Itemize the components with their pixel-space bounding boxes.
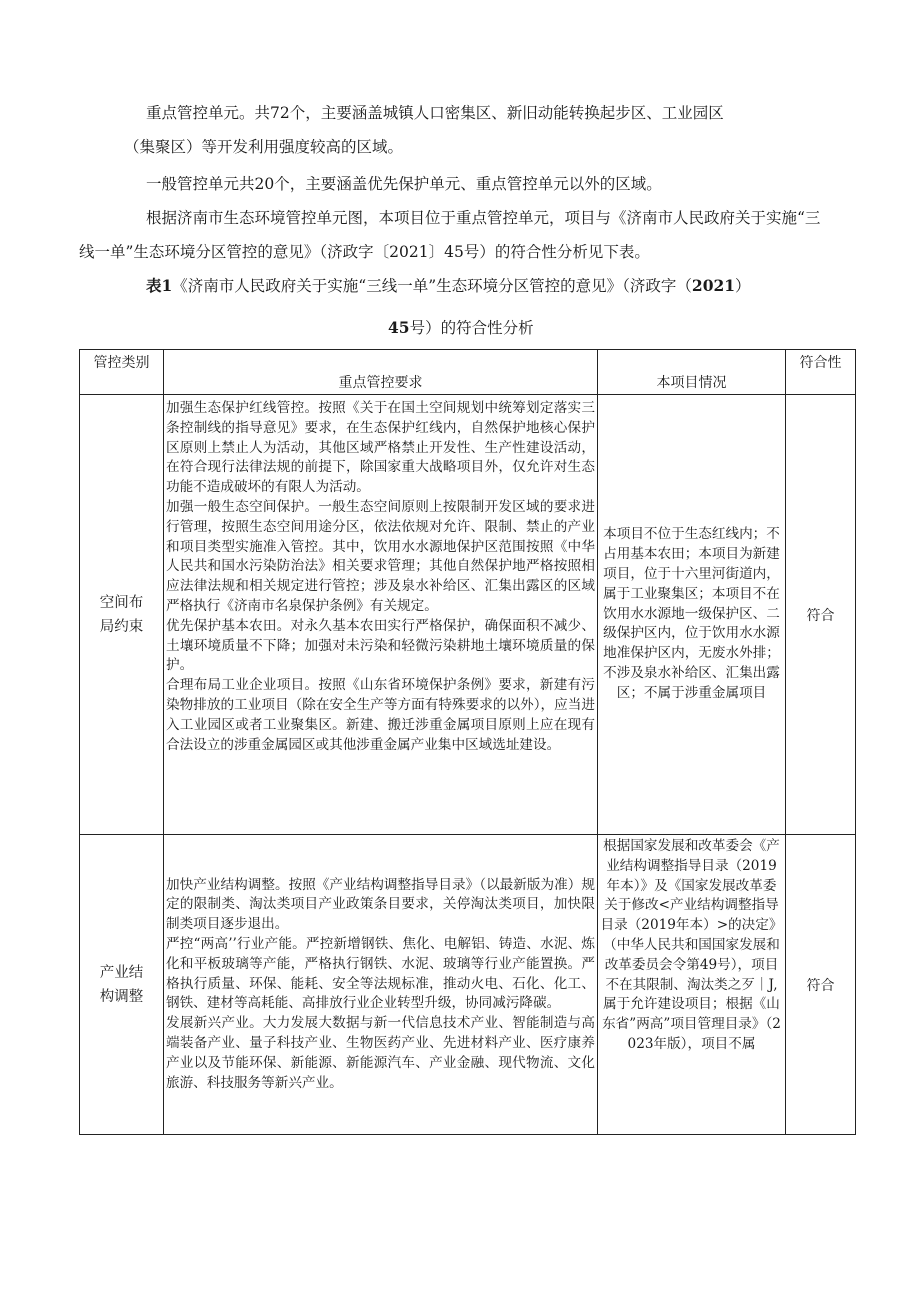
requirement-item: 合理布局工业企业项目。按照《山东省环境保护条例》要求，新建有污染物排放的工业项目（除在安全生产等方面有特殊要求的以外），应当进入工业园区或者工业聚集区。新建、搬迁涉重金属项目原则上应在现有合法设立的涉重金属园区或其他涉重金属产业集中区域选址建设。	[166, 677, 595, 753]
paragraph-analysis-intro-line1: 根据济南市生态环境管控单元图，本项目位于重点管控单元，项目与《济南市人民政府关于实施“三	[146, 209, 821, 227]
requirement-item: 加快产业结构调整。按照《产业结构调整指导目录》（以最新版为准）规定的限制类、淘汰类项目产业政策条目要求，关停淘汰类项目，加快限制类项目逐步退出。	[166, 876, 595, 933]
paragraph-key-control-units-line1: 重点管控单元。共72个，主要涵盖城镇人口密集区、新旧动能转换起步区、工业园区	[146, 104, 724, 122]
table-header-row	[80, 350, 856, 395]
project-cell: 根据国家发展和改革委会《产业结构调整指导目录（2019年本）》及《国家发展改革委关于修改<产业结构调整指导目录（2019年本）>的决定》（中华人民共和国国家发展和改革委员会令第49号），项目不在其限制、淘汰类之歹｜J,属于允许建设项目；根据《山东省”两高”项目管理目录》（2023年版），项目不属	[598, 835, 786, 1135]
table-caption-suffix: 号）的符合性分析	[409, 319, 534, 337]
requirement-item: 加强一般生态空间保护。一般生态空间原则上按限制开发区域的要求进行管理，按照生态空间用途分区，依法依规对允许、限制、禁止的产业和项目类型实施准入管控。其中，饮用水水源地保护区范围按照《中华人民共和国水污染防治法》相关要求管理；其他自然保护地严格按照相应法律法规和相关规定进行管控；涉及泉水补给区、汇集出露区的区域严格执行《济南市名泉保护条例》有关规定。	[166, 498, 595, 614]
table-caption-year: 2021	[691, 276, 736, 295]
header-project: 本项目情况	[598, 350, 786, 395]
table-caption-close: ）	[735, 277, 751, 295]
requirement-item: 优先保护基本农田。对永久基本农田实行严格保护，确保面积不减少、土壤环境质量不下降；加强对未污染和轻微污染耕地土壤环境质量的保护。	[166, 617, 595, 674]
requirement-cell	[164, 395, 598, 835]
paragraph-analysis-intro-line2: 线一单”生态环境分区管控的意见》（济政字〔2021〕45号）的符合性分析见下表。	[79, 243, 650, 261]
header-requirement: 重点管控要求	[164, 350, 598, 395]
header-category: 管控类别	[80, 350, 164, 395]
project-cell: 本项目不位于生态红线内；不占用基本农田；本项目为新建项目，位于十六里河街道内，属于工业聚集区；本项目不在饮用水水源地一级保护区、二级保护区内，位于饮用水水源地准保护区内，无废水外排；不涉及泉水补给区、汇集出露区；不属于涉重金属项目	[598, 395, 786, 835]
table-number: 表1	[146, 276, 173, 295]
category-cell-spatial-layout: 空间布 局约束	[80, 395, 164, 835]
paragraph-key-control-units-line2: （集聚区）等开发利用强度较高的区域。	[124, 138, 404, 156]
table-caption-line2	[388, 311, 534, 345]
requirement-item: 加强生态保护红线管控。按照《关于在国土空间规划中统筹划定落实三条控制线的指导意见》要求，在生态保护红线内，自然保护地核心保护区原则上禁止人为活动，其他区域严格禁止开发性、生产性建设活动，在符合现行法律法规的前提下，除国家重大战略项目外，仅允许对生态功能不造成破坏的有限人为活动。	[166, 400, 595, 496]
compliance-cell: 符合	[786, 395, 856, 835]
table-caption-text: 《济南市人民政府关于实施“三线一单”生态环境分区管控的意见》（济政字（	[172, 277, 692, 295]
header-compliance: 符合性	[786, 350, 856, 395]
requirement-item: 严控“两高’’行业产能。严控新增钢铁、焦化、电解铝、铸造、水泥、炼化和平板玻璃等产能，严格执行钢铁、水泥、玻璃等行业产能置换。严格执行质量、环保、能耗、安全等法规标准，推动火电、石化、化工、钢铁、建材等高耗能、高排放行业企业转型升级，协同减污降碳。	[166, 936, 595, 1012]
compliance-table	[79, 349, 856, 1135]
compliance-cell: 符合	[786, 835, 856, 1135]
requirement-item: 发展新兴产业。大力发展大数据与新一代信息技术产业、智能制造与高端装备产业、量子科技产业、生物医药产业、先进材料产业、医疗康养产业以及节能环保、新能源、新能源汽车、产业金融、现代物流、文化旅游、科技服务等新兴产业。	[166, 1015, 595, 1091]
paragraph-general-control-units: 一般管控单元共20个，主要涵盖优先保护单元、重点管控单元以外的区域。	[146, 175, 662, 193]
requirement-cell	[164, 835, 598, 1135]
table-row	[80, 835, 856, 1135]
table-row	[80, 395, 856, 835]
table-caption-number: 45	[388, 318, 410, 337]
category-cell-industrial-structure: 产业结 构调整	[80, 835, 164, 1135]
table-caption-line1	[146, 269, 751, 303]
